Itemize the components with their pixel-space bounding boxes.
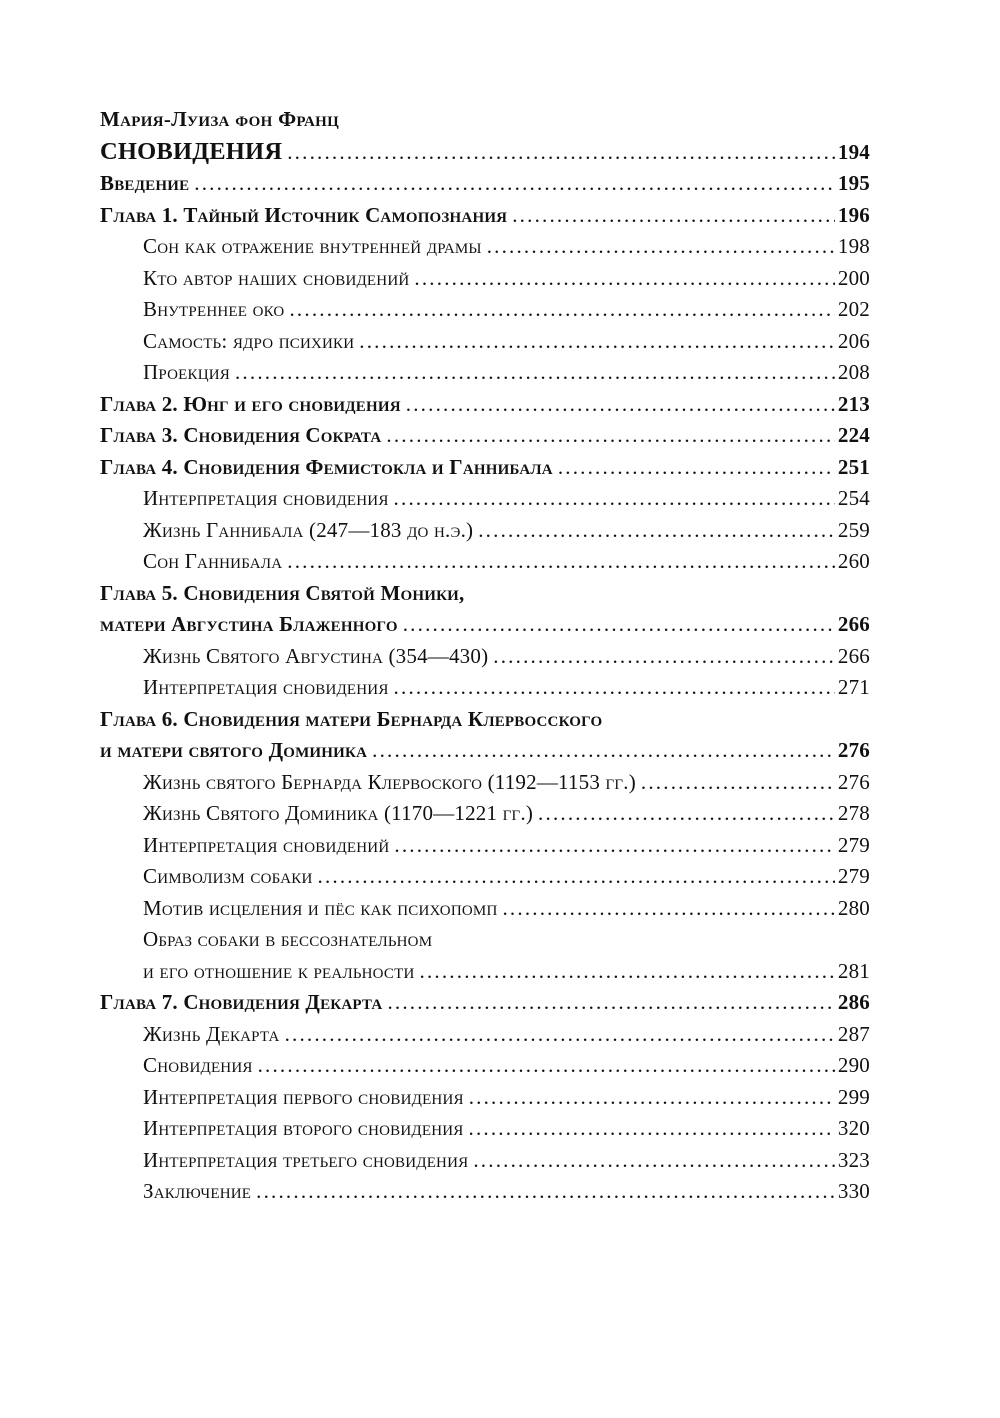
toc-row <box>100 924 870 956</box>
toc-entry-page: 299 <box>837 1084 870 1109</box>
toc-row <box>100 483 870 515</box>
toc-row <box>100 767 870 799</box>
toc-entry-label: Жизнь Святого Доминика (1170—1221 гг.) <box>143 801 534 825</box>
dot-leader <box>469 1082 835 1114</box>
toc-row <box>100 263 870 295</box>
toc-row <box>100 641 870 673</box>
toc-content <box>100 104 870 1208</box>
toc-row <box>100 1176 870 1208</box>
toc-row <box>100 956 870 988</box>
toc-entry-label: Интерпретация сновидения <box>143 486 389 510</box>
toc-entry-page: 286 <box>837 990 870 1014</box>
toc-entry-label: Внутреннее око <box>143 297 285 321</box>
toc-entry-label: СНОВИДЕНИЯ <box>100 137 283 165</box>
dot-leader <box>359 326 835 358</box>
dot-leader <box>512 200 835 232</box>
toc-list <box>100 136 870 1208</box>
toc-entry-page: 276 <box>837 769 870 794</box>
dot-leader <box>538 798 835 830</box>
toc-row <box>100 704 870 736</box>
toc-entry-page: 279 <box>837 864 870 888</box>
toc-entry-page: 194 <box>837 139 870 164</box>
toc-entry-label: Интерпретация сновидений <box>143 832 390 857</box>
toc-entry-label: Самость: ядро психики <box>143 328 355 353</box>
toc-entry-page: 290 <box>837 1053 870 1077</box>
toc-entry-label: Глава 5. Сновидения Святой Моники, <box>100 580 465 605</box>
dot-leader <box>478 515 835 547</box>
dot-leader <box>487 231 835 263</box>
toc-entry-label: Глава 7. Сновидения Декарта <box>100 990 383 1014</box>
dot-leader <box>403 609 835 641</box>
toc-entry-label: Жизнь святого Бернарда Клервоского (1192—1153 гг.) <box>143 769 636 794</box>
dot-leader <box>473 1145 835 1177</box>
dot-leader <box>469 1113 835 1145</box>
toc-row <box>100 609 870 641</box>
toc-row <box>100 136 870 169</box>
toc-row <box>100 1145 870 1177</box>
dot-leader <box>394 483 835 515</box>
toc-entry-page: 320 <box>837 1116 870 1140</box>
toc-entry-label: и матери святого Доминика <box>100 738 368 762</box>
dot-leader <box>287 137 835 169</box>
author-line: Мария-Луиза фон Франц <box>100 107 340 131</box>
toc-row <box>100 987 870 1019</box>
toc-row <box>100 231 870 263</box>
toc-row <box>100 798 870 830</box>
toc-entry-page: 278 <box>837 801 870 825</box>
toc-row <box>100 861 870 893</box>
toc-row <box>100 452 870 484</box>
toc-row <box>100 357 870 389</box>
toc-entry-label: Интерпретация первого сновидения <box>143 1084 464 1109</box>
toc-entry-label: Интерпретация третьего сновидения <box>143 1147 469 1172</box>
dot-leader <box>194 168 835 200</box>
toc-row <box>100 735 870 767</box>
dot-leader <box>372 735 835 767</box>
toc-row <box>100 830 870 862</box>
toc-entry-label: Жизнь Декарта <box>143 1021 280 1046</box>
toc-row <box>100 420 870 452</box>
dot-leader <box>318 861 835 893</box>
toc-entry-label: Глава 3. Сновидения Сократа <box>100 423 382 447</box>
toc-row <box>100 1113 870 1145</box>
toc-row <box>100 168 870 200</box>
toc-entry-label: Заключение <box>143 1179 252 1203</box>
toc-row <box>100 326 870 358</box>
toc-entry-page: 196 <box>837 202 870 227</box>
toc-row <box>100 578 870 610</box>
dot-leader <box>641 767 835 799</box>
dot-leader <box>289 294 834 326</box>
toc-row <box>100 546 870 578</box>
toc-entry-label: Образ собаки в бессознательном <box>143 927 433 951</box>
toc-entry-page: 251 <box>837 454 870 479</box>
toc-entry-page: 254 <box>837 486 870 510</box>
toc-entry-label: Символизм собаки <box>143 864 313 888</box>
toc-entry-page: 281 <box>837 958 870 983</box>
dot-leader <box>493 641 835 673</box>
dot-leader <box>287 546 835 578</box>
toc-entry-page: 330 <box>837 1179 870 1203</box>
toc-entry-label: Введение <box>100 171 190 195</box>
toc-entry-label: Интерпретация второго сновидения <box>143 1116 464 1140</box>
dot-leader <box>235 357 835 389</box>
toc-entry-page: 213 <box>837 391 870 416</box>
toc-entry-page: 224 <box>837 423 870 447</box>
toc-row <box>100 389 870 421</box>
toc-entry-page: 279 <box>837 832 870 857</box>
toc-entry-page: 200 <box>837 265 870 290</box>
toc-row <box>100 1082 870 1114</box>
toc-row <box>100 515 870 547</box>
dot-leader <box>256 1176 835 1208</box>
toc-entry-label: Кто автор наших сновидений <box>143 265 410 290</box>
toc-entry-page: 266 <box>837 612 870 636</box>
toc-entry-label: Глава 2. Юнг и его сновидения <box>100 391 401 416</box>
toc-row <box>100 294 870 326</box>
toc-entry-page: 198 <box>837 234 870 258</box>
dot-leader <box>502 893 834 925</box>
toc-row <box>100 1019 870 1051</box>
toc-entry-label: Проекция <box>143 360 230 384</box>
toc-entry-page: 266 <box>837 643 870 668</box>
toc-entry-page: 208 <box>837 360 870 384</box>
toc-entry-label: Глава 4. Сновидения Фемистокла и Ганнибала <box>100 454 553 479</box>
toc-entry-label: Сон Ганнибала <box>143 549 283 573</box>
toc-entry-page: 202 <box>837 297 870 321</box>
toc-entry-page: 260 <box>837 549 870 573</box>
toc-entry-label: Сновидения <box>143 1053 253 1077</box>
dot-leader <box>406 389 835 421</box>
toc-row <box>100 1050 870 1082</box>
toc-entry-page: 276 <box>837 738 870 762</box>
toc-entry-label: Жизнь Ганнибала (247—183 до н.э.) <box>143 517 474 542</box>
toc-entry-page: 323 <box>837 1147 870 1172</box>
dot-leader <box>414 263 834 295</box>
dot-leader <box>394 672 835 704</box>
toc-entry-page: 259 <box>837 517 870 542</box>
toc-entry-page: 287 <box>837 1021 870 1046</box>
toc-entry-page: 280 <box>837 895 870 920</box>
toc-entry-page: 271 <box>837 675 870 699</box>
toc-entry-label: Жизнь Святого Августина (354—430) <box>143 643 489 668</box>
dot-leader <box>558 452 835 484</box>
toc-entry-label: и его отношение к реальности <box>143 958 415 983</box>
dot-leader <box>394 830 835 862</box>
toc-entry-label: матери Августина Блаженного <box>100 612 398 636</box>
dot-leader <box>285 1019 835 1051</box>
toc-row <box>100 893 870 925</box>
dot-leader <box>420 956 835 988</box>
toc-entry-label: Глава 1. Тайный Источник Самопознания <box>100 202 508 227</box>
dot-leader <box>258 1050 835 1082</box>
toc-entry-page: 195 <box>837 171 870 195</box>
toc-row <box>100 672 870 704</box>
toc-entry-page: 206 <box>837 328 870 353</box>
toc-entry-label: Интерпретация сновидения <box>143 675 389 699</box>
toc-entry-label: Сон как отражение внутренней драмы <box>143 234 482 258</box>
toc-entry-label: Мотив исцеления и пёс как психопомп <box>143 895 498 920</box>
dot-leader <box>387 987 834 1019</box>
dot-leader <box>386 420 835 452</box>
toc-entry-label: Глава 6. Сновидения матери Бернарда Клервосского <box>100 706 603 731</box>
toc-row <box>100 200 870 232</box>
